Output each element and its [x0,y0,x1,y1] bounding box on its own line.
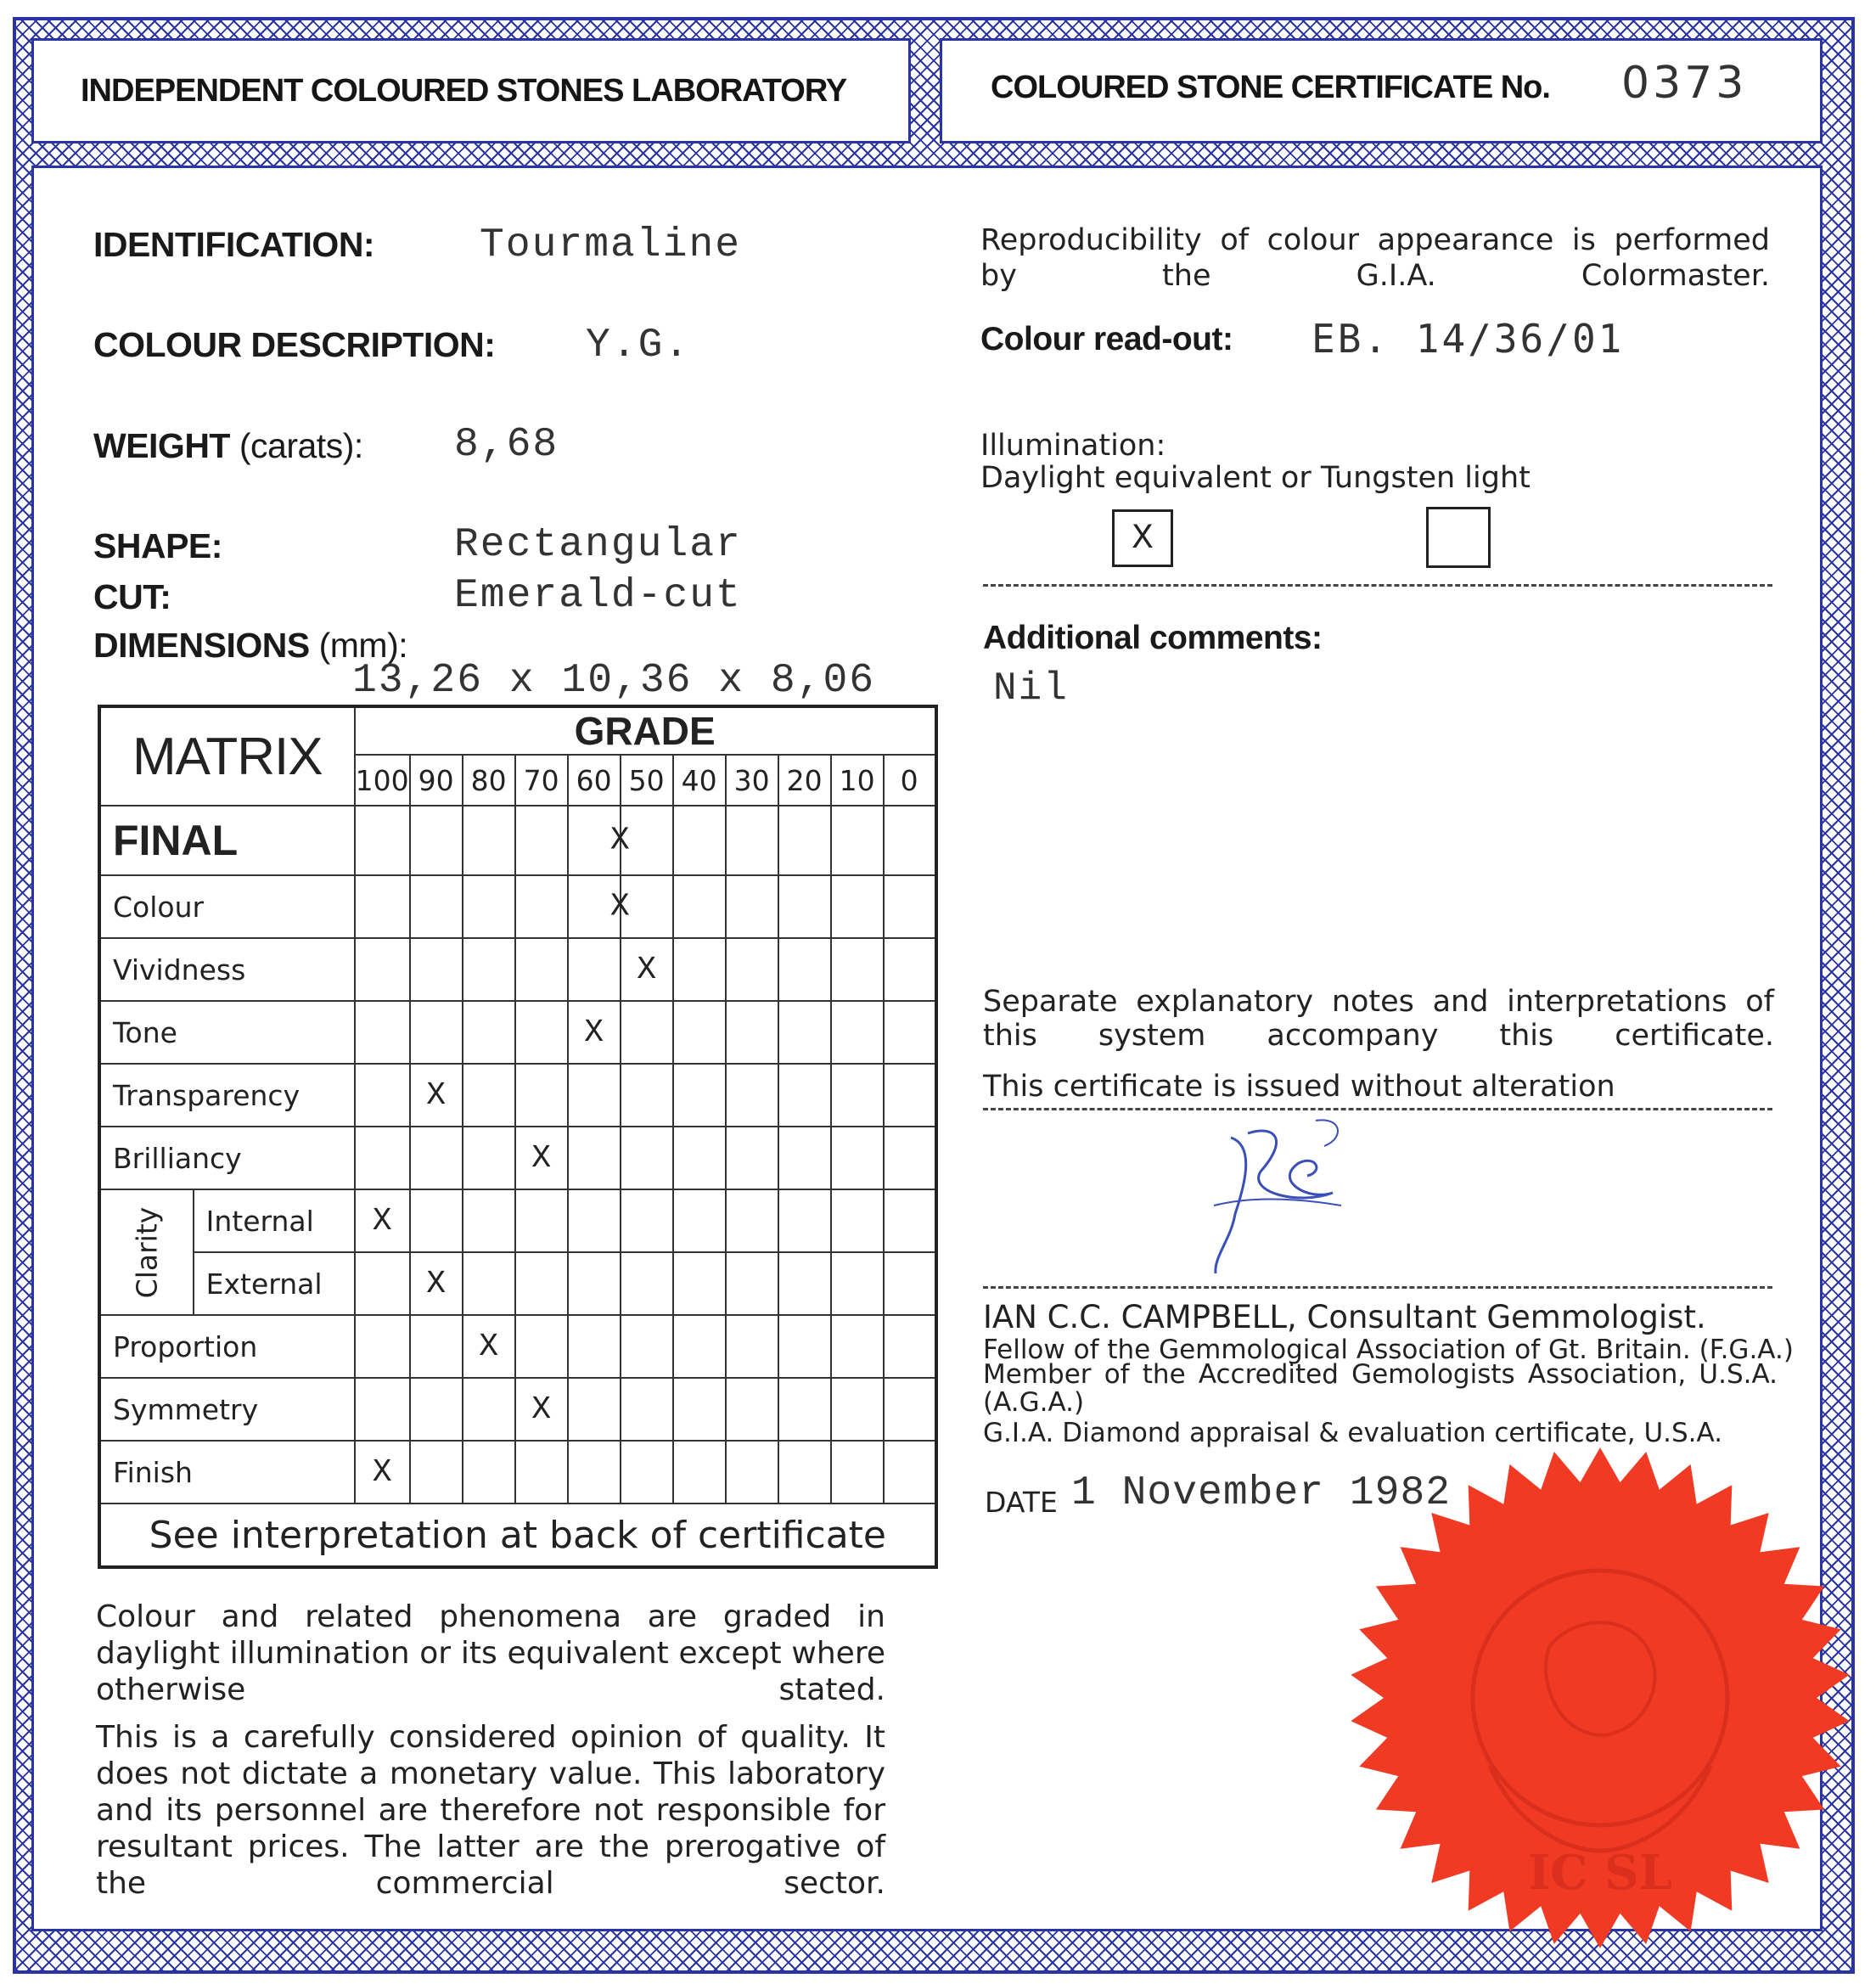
matrix-cell [778,1127,831,1189]
grade-80: 80 [463,755,515,806]
matrix-cell [410,1252,463,1315]
matrix-cell [355,1441,410,1503]
lab-name-panel [31,38,911,143]
matrix-cell [410,1189,463,1252]
matrix-cell [463,1001,515,1064]
matrix-cell [515,875,568,938]
matrix-rows [99,806,936,1503]
matrix-cell [463,1252,515,1315]
matrix-title: MATRIX [99,706,355,806]
red-seal [1345,1443,1855,1953]
tungsten-checkbox [1426,507,1491,568]
identification-value: Tourmaline [480,222,742,268]
grade-mark: X [584,1014,604,1051]
date-value: 1 November 1982 [1071,1470,1452,1516]
matrix-cell [355,938,410,1001]
matrix-cell [726,1252,778,1315]
matrix-cell [568,1441,621,1503]
certificate-number: 0373 [1621,58,1748,109]
matrix-cell [355,1001,410,1064]
matrix-cell [884,1315,936,1378]
matrix-row-label: Symmetry [99,1378,355,1441]
matrix-cell [621,1001,673,1064]
matrix-row [99,1127,936,1189]
matrix-cell [463,1441,515,1503]
matrix-cell [884,1378,936,1441]
grade-mark: X [637,951,657,988]
matrix-cell [884,1064,936,1127]
matrix-cell [673,806,726,875]
matrix-cell [568,938,621,1001]
seal-text: IC SL [1527,1845,1673,1901]
matrix-cell [410,1378,463,1441]
matrix-cell [831,806,884,875]
matrix-cell [831,1064,884,1127]
matrix-cell [515,938,568,1001]
matrix-row [99,1252,936,1315]
matrix-cell [726,875,778,938]
matrix-cell [673,875,726,938]
matrix-cell [884,1441,936,1503]
matrix-cell [673,1252,726,1315]
matrix-cell [410,1001,463,1064]
matrix-cell [621,1441,673,1503]
grade-mark: X [531,1139,552,1177]
matrix-cell [673,1441,726,1503]
matrix-cell [778,1189,831,1252]
clarity-label [99,1189,194,1315]
matrix-row-label: Internal [194,1189,355,1252]
shape-value: Rectangular [454,522,742,568]
grade-mark: X [372,1202,392,1239]
matrix-cell [726,1378,778,1441]
matrix-row-label: Transparency [99,1064,355,1127]
signature-image [1197,1112,1358,1282]
matrix-cell [410,1064,463,1127]
illumination-label: Illumination: [980,429,1166,463]
certificate-number-panel [940,38,1823,143]
matrix-row [99,806,936,875]
matrix-row [99,1315,936,1378]
grade-90: 90 [410,755,463,806]
matrix-cell [726,1189,778,1252]
matrix-cell [355,1252,410,1315]
matrix-row [99,938,936,1001]
divider-dashed [983,1108,1772,1110]
matrix-row [99,1189,936,1252]
matrix-row-label: FINAL [99,806,355,875]
issued-note: This certificate is issued without alteration [983,1070,1615,1104]
certificate-label: COLOURED STONE CERTIFICATE No. [991,70,1550,105]
reproducibility-note: Reproducibility of colour appearance is performed by the G.I.A. Colormaster. [980,223,1770,293]
grade-mark: X [609,822,630,859]
matrix-cell [778,806,831,875]
matrix-cell [410,1441,463,1503]
fellow-credential: Fellow of the Gemmological Association of Gt. Britain. (F.G.A.) [983,1335,1794,1365]
weight-label [93,426,363,466]
matrix-cell [831,1189,884,1252]
matrix-cell [355,1127,410,1189]
colour-readout-value: EB. 14/36/01 [1312,316,1625,362]
matrix-cell [463,875,515,938]
weight-unit: (carats): [239,426,363,465]
matrix-cell [673,1315,726,1378]
matrix-cell [463,938,515,1001]
matrix-cell [355,875,410,938]
matrix-cell [410,938,463,1001]
matrix-cell [778,1064,831,1127]
matrix-cell [884,1001,936,1064]
matrix-row [99,1441,936,1503]
matrix-cell [621,1064,673,1127]
matrix-cell [726,806,778,875]
matrix-cell [568,1378,621,1441]
dimensions-value: 13,26 x 10,36 x 8,06 [352,658,876,704]
grade-matrix [98,705,938,1569]
matrix-cell [568,1189,621,1252]
matrix-cell [410,875,463,938]
matrix-cell [568,1127,621,1189]
matrix-cell [884,938,936,1001]
explanatory-note: Separate explanatory notes and interpretations of this system accompany this certificate. [983,985,1774,1053]
divider-dashed [983,584,1772,587]
grade-mark: X [609,888,630,925]
matrix-row-label: Colour [99,875,355,938]
matrix-cell [568,1001,621,1064]
matrix-cell [568,1064,621,1127]
matrix-row [99,1001,936,1064]
matrix-cell [726,1315,778,1378]
matrix-cell [621,1252,673,1315]
matrix-cell [831,1378,884,1441]
matrix-cell [410,1127,463,1189]
matrix-cell [778,875,831,938]
matrix-cell [831,1001,884,1064]
member-credential: Member of the Accredited Gemologists Association, U.S.A. (A.G.A.) [983,1359,1778,1418]
gia-credential: G.I.A. Diamond appraisal & evaluation certificate, U.S.A. [983,1418,1723,1448]
dimensions-unit: (mm): [318,626,408,665]
matrix-cell [673,1127,726,1189]
matrix-row-label: Tone [99,1001,355,1064]
matrix-cell [515,1378,568,1441]
matrix-cell [831,1252,884,1315]
weight-value: 8,68 [454,422,559,468]
matrix-cell [515,1064,568,1127]
weight-label-text: WEIGHT [93,426,230,465]
matrix-cell [673,1064,726,1127]
grade-60: 60 [568,755,621,806]
matrix-cell [673,1001,726,1064]
matrix-footer: See interpretation at back of certificate [99,1503,936,1567]
divider-dashed [983,1286,1772,1289]
matrix-cell [463,1127,515,1189]
grade-mark: X [426,1265,447,1302]
daylight-checkbox: X [1112,509,1173,567]
grade-30: 30 [726,755,778,806]
matrix-cell [673,1378,726,1441]
matrix-cell [831,1127,884,1189]
matrix-cell [621,1315,673,1378]
matrix-row-label: Brilliancy [99,1127,355,1189]
grade-title: GRADE [355,706,936,755]
matrix-cell [778,1001,831,1064]
matrix-row [99,875,936,938]
colour-description-label: COLOUR DESCRIPTION: [93,325,496,364]
matrix-cell [778,1315,831,1378]
matrix-cell [726,1001,778,1064]
grade-mark: X [372,1453,392,1491]
matrix-cell [463,1189,515,1252]
matrix-cell [726,1441,778,1503]
grade-40: 40 [673,755,726,806]
grade-50: 50 [621,755,673,806]
matrix-row-label: Finish [99,1441,355,1503]
matrix-cell [778,1252,831,1315]
matrix-row [99,1378,936,1441]
matrix-row-label: External [194,1252,355,1315]
matrix-cell [463,1378,515,1441]
grade-mark: X [479,1328,499,1365]
grade-100: 100 [355,755,410,806]
matrix-row-label: Vividness [99,938,355,1001]
matrix-cell [778,1378,831,1441]
matrix-cell [463,1315,515,1378]
matrix-cell [884,1189,936,1252]
clarity-label-text: Clarity [130,1206,164,1298]
matrix-cell [355,1315,410,1378]
matrix-cell [831,1441,884,1503]
shape-label: SHAPE: [93,526,222,565]
matrix-cell [778,938,831,1001]
additional-comments-value: Nil [993,666,1069,711]
matrix-cell [568,1252,621,1315]
matrix-cell [515,1252,568,1315]
matrix-cell [355,1189,410,1252]
matrix-cell [355,806,410,875]
lab-name: INDEPENDENT COLOURED STONES LABORATORY [81,73,847,109]
matrix-cell [410,806,463,875]
matrix-cell [621,1378,673,1441]
matrix-cell [568,1315,621,1378]
matrix-cell [515,806,568,875]
matrix-cell [621,938,673,1001]
matrix-cell [884,875,936,938]
matrix-cell [515,1189,568,1252]
cut-label: CUT: [93,577,171,616]
identification-label: IDENTIFICATION: [93,225,375,264]
matrix-cell [515,1127,568,1189]
grade-20: 20 [778,755,831,806]
matrix-cell [568,806,630,875]
matrix-cell [884,1252,936,1315]
matrix-cell [410,1315,463,1378]
matrix-cell [831,875,884,938]
matrix-cell [673,1189,726,1252]
opinion-note: This is a carefully considered opinion of quality. It does not dictate a monetary value. This laboratory and its personnel are therefore not responsible for resultant prices. The latter are the prerogative of the commercial sector. [96,1720,885,1901]
matrix-cell [463,806,515,875]
dimensions-label-text: DIMENSIONS [93,626,310,665]
grade-mark: X [531,1391,552,1428]
grade-10: 10 [831,755,884,806]
matrix-cell [673,938,726,1001]
additional-comments-label: Additional comments: [983,620,1323,656]
matrix-row [99,1064,936,1127]
cut-value: Emerald-cut [454,573,742,619]
grade-70: 70 [515,755,568,806]
matrix-cell [778,1441,831,1503]
daylight-note: Colour and related phenomena are graded in daylight illumination or its equivalent except where otherwise stated. [96,1599,885,1707]
matrix-cell [355,1378,410,1441]
matrix-cell [621,1189,673,1252]
grade-0: 0 [884,755,936,806]
colour-readout-label: Colour read-out: [980,321,1233,357]
matrix-cell [621,1127,673,1189]
date-label: DATE [985,1486,1058,1519]
matrix-cell [726,1127,778,1189]
matrix-cell [463,1064,515,1127]
matrix-cell [515,1315,568,1378]
matrix-cell [515,1001,568,1064]
matrix-cell [884,806,936,875]
matrix-cell [884,1127,936,1189]
illumination-options: Daylight equivalent or Tungsten light [980,461,1531,495]
matrix-row-label: Proportion [99,1315,355,1378]
signer-name: IAN C.C. CAMPBELL, Consultant Gemmologist. [983,1299,1706,1335]
matrix-cell [831,938,884,1001]
matrix-cell [831,1315,884,1378]
matrix-cell [515,1441,568,1503]
grade-mark: X [426,1076,447,1114]
matrix-cell [726,938,778,1001]
matrix-cell [568,875,630,938]
colour-description-value: Y.G. [586,323,691,368]
matrix-cell [726,1064,778,1127]
matrix-cell [355,1064,410,1127]
